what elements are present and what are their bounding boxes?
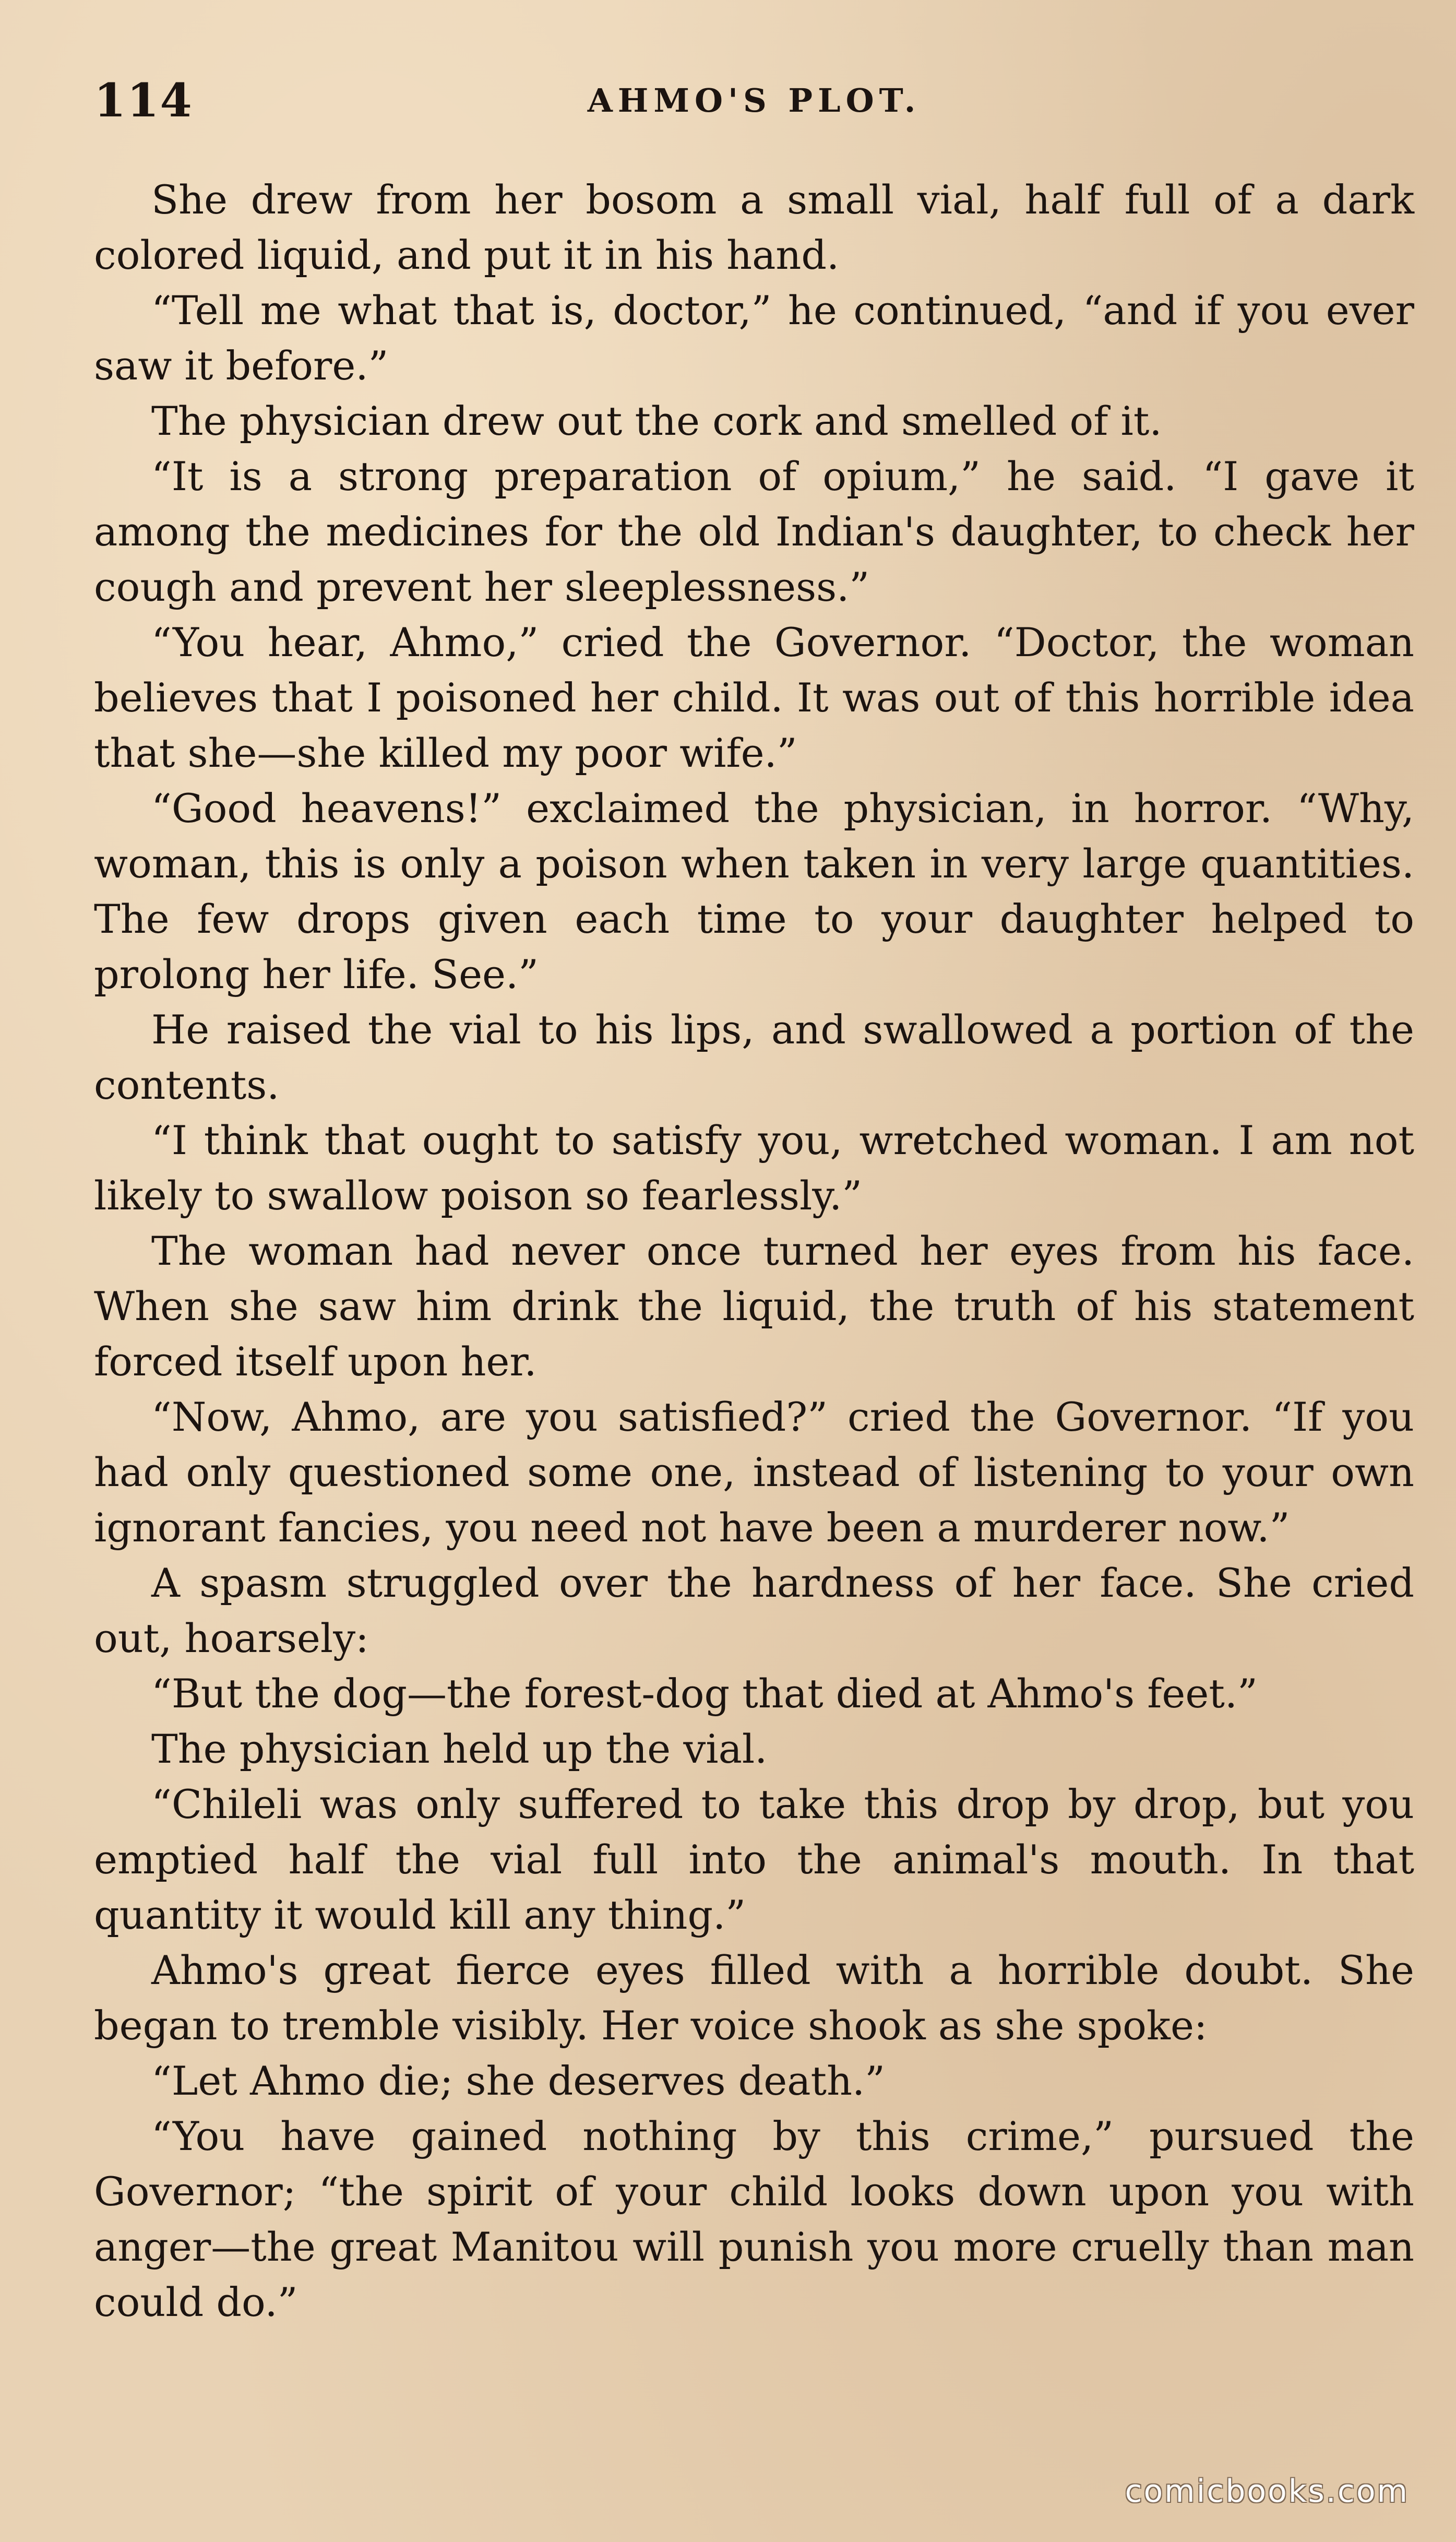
page-header	[94, 73, 1414, 136]
paragraph: “Chileli was only suffered to take this drop by drop, but you emptied half the vial full into the animal's mouth. In that quantity it would kill any thing.”	[94, 1781, 1414, 1938]
paragraph: She drew from her bosom a small vial, half full of a dark colored liquid, and put it in his hand.	[94, 176, 1414, 278]
paragraph: He raised the vial to his lips, and swallowed a portion of the contents.	[94, 1006, 1414, 1108]
paragraph: “It is a strong preparation of opium,” he said. “I gave it among the medicines for the old Indian's daughter, to check her cough and prevent her sleeplessness.”	[94, 453, 1414, 610]
watermark: comicbooks.com	[1125, 2473, 1409, 2510]
paragraph: Ahmo's great fierce eyes filled with a horrible doubt. She began to tremble visibly. Her voice shook as she spoke:	[94, 1947, 1414, 2049]
paragraph: “Good heavens!” exclaimed the physician, in horror. “Why, woman, this is only a poison when taken in very large quantities. The few drops given each time to your daughter helped to prolong her life. See.”	[94, 785, 1414, 997]
paragraph: “Now, Ahmo, are you satisfied?” cried the Governor. “If you had only questioned some one, instead of listening to your own ignorant fancies, you need not have been a murderer now.”	[94, 1394, 1414, 1551]
paragraph: “You have gained nothing by this crime,” pursued the Governor; “the spirit of your child looks down upon you with anger—the great Manitou will punish you more cruelly than man could do.”	[94, 2113, 1414, 2325]
paragraph: “I think that ought to satisfy you, wretched woman. I am not likely to swallow poison so fearlessly.”	[94, 1117, 1414, 1219]
paragraph: “Tell me what that is, doctor,” he continued, “and if you ever saw it before.”	[94, 287, 1414, 389]
paragraph: The woman had never once turned her eyes from his face. When she saw him drink the liquid, the truth of his statement forced itself upon her.	[94, 1228, 1414, 1385]
body-text	[94, 172, 1414, 2330]
paragraph: “You hear, Ahmo,” cried the Governor. “Doctor, the woman believes that I poisoned her child. It was out of this horrible idea that she—she killed my poor wife.”	[94, 619, 1414, 776]
running-title: AHMO'S PLOT.	[587, 81, 921, 120]
paragraph: The physician held up the vial.	[151, 1726, 768, 1772]
paragraph: “But the dog—the forest-dog that died at Ahmo's feet.”	[151, 1670, 1258, 1717]
paragraph: The physician drew out the cork and smelled of it.	[151, 398, 1162, 444]
paragraph: “Let Ahmo die; she deserves death.”	[151, 2058, 886, 2104]
paragraph: A spasm struggled over the hardness of her face. She cried out, hoarsely:	[94, 1560, 1414, 1661]
page-number: 114	[94, 73, 193, 127]
